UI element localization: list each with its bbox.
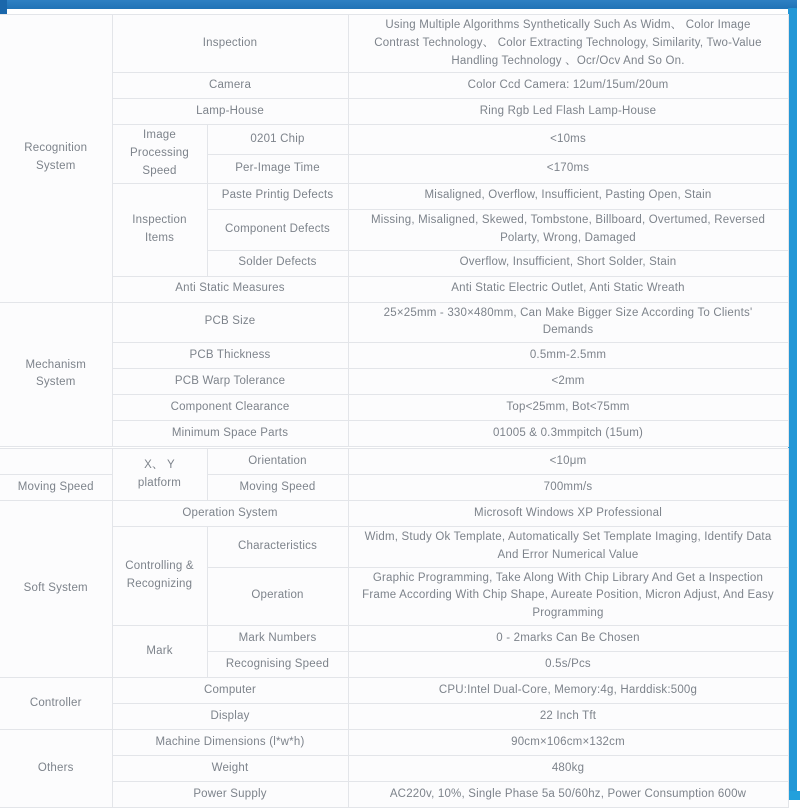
value-component-defects: Missing, Misaligned, Skewed, Tombstone, Billboard, Overtumed, Reversed Polarty, Wrong, Damaged	[348, 209, 788, 250]
section-title-others: Others	[0, 730, 112, 808]
value-moving-speed: 700mm/s	[348, 475, 788, 501]
row-label-operation: Operation	[207, 567, 348, 625]
row-label-computer: Computer	[112, 678, 348, 704]
row-label-weight: Weight	[112, 756, 348, 782]
row-label-display: Display	[112, 704, 348, 730]
value-paste-printing-defects: Misaligned, Overflow, Insufficient, Pasting Open, Stain	[348, 183, 788, 209]
value-solder-defects: Overflow, Insufficient, Short Solder, Stain	[348, 250, 788, 276]
row-label-pcb-thickness: PCB Thickness	[112, 343, 348, 369]
row-label-moving-speed: Moving Speed	[207, 475, 348, 501]
value-camera: Color Ccd Camera: 12um/15um/20um	[348, 73, 788, 99]
row-label-camera: Camera	[112, 73, 348, 99]
group-label-mark: Mark	[112, 626, 207, 678]
value-pcb-size: 25×25mm - 330×480mm, Can Make Bigger Size According To Clients' Demands	[348, 302, 788, 343]
value-pcb-warp-tolerance: <2mm	[348, 369, 788, 395]
value-lamp-house: Ring Rgb Led Flash Lamp-House	[348, 99, 788, 125]
value-mark-numbers: 0 - 2marks Can Be Chosen	[348, 626, 788, 652]
scrollbar-right[interactable]	[788, 8, 797, 792]
row-label-pcb-size: PCB Size	[112, 302, 348, 343]
row-label-component-defects: Component Defects	[207, 209, 348, 250]
value-recognising-speed: 0.5s/Pcs	[348, 652, 788, 678]
value-pcb-thickness: 0.5mm-2.5mm	[348, 343, 788, 369]
group-label-inspection-items: Inspection Items	[112, 183, 207, 276]
value-machine-dimensions: 90cm×106cm×132cm	[348, 730, 788, 756]
value-orientation: <10μm	[348, 449, 788, 475]
group-label-xy-platform: X、 Y platform	[112, 449, 207, 501]
section-title-recognition-system: Recognition System	[0, 15, 112, 303]
value-operation: Graphic Programming, Take Along With Chip Library And Get a Inspection Frame According With Chip Shape, Aureate Position, Micron Adjust, And Easy Programming	[348, 567, 788, 625]
value-inspection: Using Multiple Algorithms Synthetically Such As Widm、 Color Image Contrast Technology、 Color Extracting Technology, Similarity, Two-Value Handling Technology 、Ocr/Ocv And So On.	[348, 15, 788, 73]
row-label-paste-printing-defects: Paste Printig Defects	[207, 183, 348, 209]
spec-table-upper	[0, 14, 789, 447]
value-operation-system: Microsoft Windows XP Professional	[348, 501, 788, 527]
row-label-0201-chip: 0201 Chip	[207, 125, 348, 154]
row-label-solder-defects: Solder Defects	[207, 250, 348, 276]
row-label-inspection: Inspection	[112, 15, 348, 73]
row-label-orientation: Orientation	[207, 449, 348, 475]
row-label-characteristics: Characteristics	[207, 527, 348, 568]
row-label-per-image-time: Per-Image Time	[207, 154, 348, 183]
top-accent-bar	[6, 0, 797, 9]
value-weight: 480kg	[348, 756, 788, 782]
value-computer: CPU:Intel Dual-Core, Memory:4g, Harddisk:500g	[348, 678, 788, 704]
spec-table-lower	[0, 448, 789, 808]
value-display: 22 Inch Tft	[348, 704, 788, 730]
row-label-recognising-speed: Recognising Speed	[207, 652, 348, 678]
row-label-operation-system: Operation System	[112, 501, 348, 527]
value-power-supply: AC220v, 10%, Single Phase 5a 50/60hz, Power Consumption 600w	[348, 782, 788, 808]
row-label-anti-static-measures: Anti Static Measures	[112, 276, 348, 302]
section-title-soft-system: Soft System	[0, 501, 112, 678]
row-label-component-clearance: Component Clearance	[112, 395, 348, 421]
group-label-controlling-recognizing: Controlling & Recognizing	[112, 527, 207, 626]
row-label-power-supply: Power Supply	[112, 782, 348, 808]
row-label-machine-dimensions: Machine Dimensions (l*w*h)	[112, 730, 348, 756]
row-label-lamp-house: Lamp-House	[112, 99, 348, 125]
cell-empty-moving-speed	[0, 449, 112, 475]
value-minimum-space-parts: 01005 & 0.3mmpitch (15um)	[348, 421, 788, 447]
value-component-clearance: Top<25mm, Bot<75mm	[348, 395, 788, 421]
value-characteristics: Widm, Study Ok Template, Automatically Set Template Imaging, Identify Data And Error Numerical Value	[348, 527, 788, 568]
value-0201-chip: <10ms	[348, 125, 788, 154]
group-label-image-processing-speed: Image Processing Speed	[112, 125, 207, 183]
section-title-moving-speed: Moving Speed	[0, 475, 112, 501]
section-title-mechanism-system: Mechanism System	[0, 302, 112, 447]
value-per-image-time: <170ms	[348, 154, 788, 183]
value-anti-static-measures: Anti Static Electric Outlet, Anti Static Wreath	[348, 276, 788, 302]
section-title-controller: Controller	[0, 678, 112, 730]
row-label-pcb-warp-tolerance: PCB Warp Tolerance	[112, 369, 348, 395]
row-label-mark-numbers: Mark Numbers	[207, 626, 348, 652]
row-label-minimum-space-parts: Minimum Space Parts	[112, 421, 348, 447]
